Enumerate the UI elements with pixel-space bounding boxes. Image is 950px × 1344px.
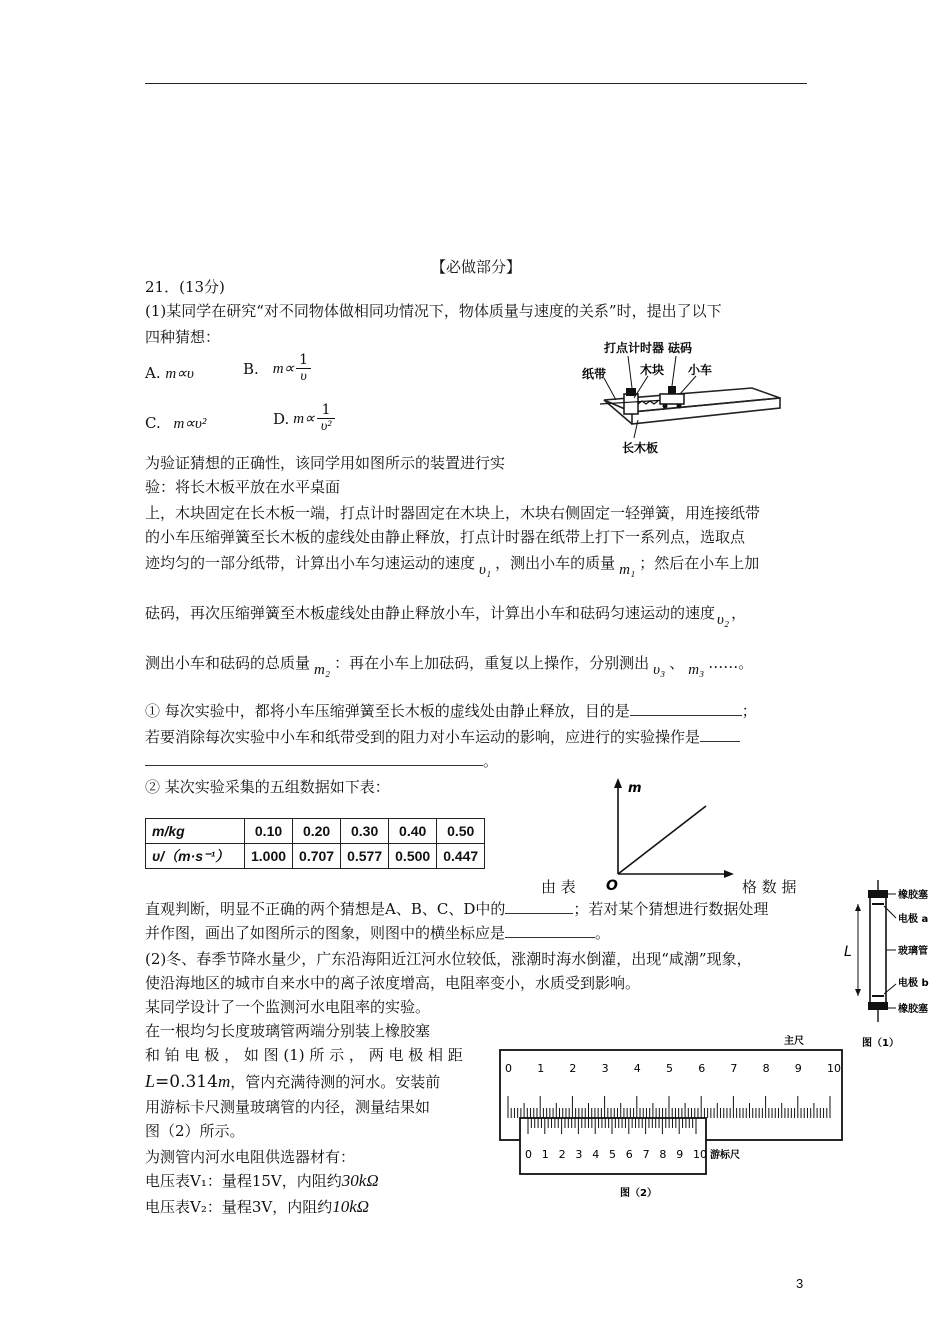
timer (626, 388, 636, 396)
table-row (146, 844, 485, 869)
answer-blank[interactable] (505, 899, 573, 914)
leader-board (634, 420, 638, 438)
label-board: 长木板 (622, 441, 659, 455)
vernier-tick-label: 1 (541, 1148, 549, 1161)
main-tick-label: 1 (537, 1062, 545, 1075)
judge-line2: 并作图，画出了如图所示的图象，则图中的横坐标应是 。 (145, 924, 611, 942)
table-cell: 1.000 (245, 844, 293, 869)
vernier-tick-label: 5 (609, 1148, 616, 1161)
text-line1: 为验证猜想的正确性，该同学用如图所示的装置进行实 (145, 454, 506, 472)
main-tick-label: 3 (601, 1062, 609, 1075)
caliper-figure (494, 1026, 850, 1202)
table-row (146, 819, 485, 844)
dimension-arrow (855, 904, 861, 911)
option-c: C. m∝υ² (145, 414, 207, 432)
main-tick-label: 0 (505, 1062, 512, 1075)
para2-line5: 和 铂 电 极 ， 如 图 (1) 所 示 ， 两 电 极 相 距 (145, 1046, 463, 1064)
label-stopper-top: 橡胶塞 (898, 890, 928, 901)
para2-line11: 电压表V₂：量程3V，内阻约10kΩ (145, 1197, 370, 1216)
text-line7: 测出小车和砝码的总质量 m₂ ：再在小车上加砝码，重复以上操作，分别测出 υ₃ 、 m₃ ……。 (145, 654, 754, 678)
label-stopper-bottom: 橡胶塞 (898, 1004, 928, 1015)
text-line2: 验：将长木板平放在水平桌面 (145, 478, 341, 496)
vernier-tick-label: 10 (693, 1148, 707, 1161)
text-line3: 上，木块固定在长木板一端，打点计时器固定在木块上，木块右侧固定一轻弹簧，用连接纸带 (145, 504, 761, 522)
leader-timer (628, 356, 632, 388)
sub1-line3: 。 (145, 750, 498, 772)
page-number: 3 (796, 1276, 804, 1291)
vernier-tick-label: 4 (592, 1148, 600, 1161)
label-tape: 纸带 (582, 367, 607, 381)
para2-line2: 使沿海地区的城市自来水中的离子浓度增高，电阻率变小，水质受到影响。 (145, 974, 641, 992)
table-cell: 0.10 (245, 819, 293, 844)
text-line5: 迹均匀的一部分纸带，计算出小车匀速运动的速度 υ₁ ，测出小车的质量 m₁ ；然后在小车上加 (145, 554, 760, 578)
main-tick-label: 2 (569, 1062, 577, 1075)
fraction: 1 υ² (317, 402, 336, 435)
tube-figure (838, 878, 948, 1054)
table-cell: 0.707 (293, 844, 341, 869)
option-a: A. m∝υ (145, 364, 194, 382)
para2-line10: 电压表V₁：量程15V，内阻约30kΩ (145, 1171, 379, 1190)
para2-line9: 为测管内河水电阻供选器材有： (145, 1148, 356, 1166)
weight (668, 386, 676, 394)
glass-tube (870, 894, 886, 1006)
table-head: m/kg (146, 819, 245, 844)
label-electrode-b: 电极 b (898, 978, 929, 989)
after-table-a: 由 表 (541, 878, 576, 896)
answer-blank[interactable] (145, 751, 483, 766)
vernier-tick-label: 8 (659, 1148, 667, 1161)
para2-line7: 用游标卡尺测量玻璃管的内径，测量结果如 (145, 1098, 431, 1116)
judge-line1: 直观判断，明显不正确的两个猜想是A、B、C、D中的 ；若对某个猜想进行数据处理 (145, 900, 769, 918)
para2-line3: 某同学设计了一个监测河水电阻率的实验。 (145, 998, 431, 1016)
section-title: 【必做部分】 (430, 258, 521, 276)
vernier-tick-label: 2 (558, 1148, 566, 1161)
answer-blank[interactable] (700, 727, 740, 742)
label-car: 小车 (688, 363, 713, 377)
caption: 图（1） (862, 1038, 899, 1049)
block (624, 394, 638, 414)
vernier-tick-label: 3 (575, 1148, 583, 1161)
table-cell: 0.40 (389, 819, 437, 844)
leader-car (680, 376, 696, 394)
label-timer: 打点计时器 (604, 341, 665, 355)
x-arrow (724, 870, 734, 878)
para1-line2: 四种猜想： (145, 328, 221, 346)
table-cell: 0.447 (437, 844, 485, 869)
fraction: 1 υ (296, 352, 310, 385)
option-d: D. m∝ 1 υ² (273, 402, 335, 435)
stopper-top (868, 890, 888, 898)
label-L: L (844, 944, 852, 960)
y-arrow (614, 778, 622, 788)
para2-line6: L=0.314m，管内充满待测的河水。安装前 (145, 1071, 441, 1092)
graph-figure (600, 776, 740, 894)
answer-blank[interactable] (505, 923, 595, 938)
main-tick-label: 6 (698, 1062, 706, 1075)
sub2-line: ② 某次实验采集的五组数据如下表： (145, 778, 390, 796)
dimension-arrow (855, 989, 861, 996)
main-tick-label: 10 (827, 1062, 841, 1075)
vernier-tick-label: 7 (642, 1148, 650, 1161)
para1-line1: (1)某同学在研究“对不同物体做相同功情况下，物体质量与速度的关系”时，提出了以下 (145, 302, 722, 320)
wheel (663, 404, 668, 409)
table-cell: 0.500 (389, 844, 437, 869)
vernier-tick-label: 6 (625, 1148, 633, 1161)
apparatus-figure (576, 338, 806, 466)
sub1-line2: 若要消除每次实验中小车和纸带受到的阻力对小车运动的影响，应进行的实验操作是 (145, 726, 740, 748)
main-tick-label: 7 (730, 1062, 738, 1075)
vernier-label: 游标尺 (710, 1150, 740, 1161)
table-cell: 0.20 (293, 819, 341, 844)
main-tick-label: 5 (666, 1062, 673, 1075)
main-tick-label: 9 (794, 1062, 802, 1075)
main-tick-label: 8 (762, 1062, 770, 1075)
table-head: υ/（m·s⁻¹） (146, 844, 245, 869)
stopper-bottom (868, 1002, 888, 1010)
para2-line8: 图（2）所示。 (145, 1122, 245, 1140)
caption: 图（2） (620, 1188, 657, 1199)
label-weight: 砝码 (668, 341, 693, 355)
text-line4: 的小车压缩弹簧至长木板的虚线处由静止释放，打点计时器在纸带上打下一系列点，选取点 (145, 528, 746, 546)
after-table-b: 格 数 据 (742, 878, 797, 896)
leader-block (634, 376, 648, 398)
label-glass: 玻璃管 (898, 946, 928, 957)
option-b: B. m∝ 1 υ (243, 352, 311, 385)
text-line6: 砝码，再次压缩弹簧至木板虚线处由静止释放小车，计算出小车和砝码匀速运动的速度 υ₂ ， (145, 604, 747, 628)
main-tick-label: 4 (633, 1062, 641, 1075)
board-side (632, 398, 780, 424)
main-label: 主尺 (784, 1036, 804, 1047)
graph-line (618, 806, 706, 874)
leader-weight (672, 356, 676, 386)
data-table (145, 818, 485, 869)
table-cell: 0.50 (437, 819, 485, 844)
table-cell: 0.30 (341, 819, 389, 844)
para2-line1: (2)冬、春季节降水量少，广东沿海阳近江河水位较低，涨潮时海水倒灌，出现“咸潮”现象， (145, 950, 752, 968)
leader-tape (604, 378, 616, 400)
wheel (677, 404, 682, 409)
car (660, 394, 684, 404)
question-header: 21．(13分) (145, 278, 225, 296)
y-label: m (628, 781, 642, 796)
label-electrode-a: 电极 a (898, 914, 929, 925)
answer-blank[interactable] (630, 701, 742, 716)
sub1-line1: ① 每次实验中，都将小车压缩弹簧至长木板的虚线处由静止释放，目的是 ； (145, 702, 757, 720)
vernier-tick-label: 0 (525, 1148, 532, 1161)
para2-line4: 在一根均匀长度玻璃管两端分别装上橡胶塞 (145, 1022, 431, 1040)
header-rule (145, 83, 807, 84)
origin-label: O (606, 878, 618, 894)
vernier-tick-label: 9 (676, 1148, 684, 1161)
label-block: 木块 (640, 363, 665, 377)
table-cell: 0.577 (341, 844, 389, 869)
